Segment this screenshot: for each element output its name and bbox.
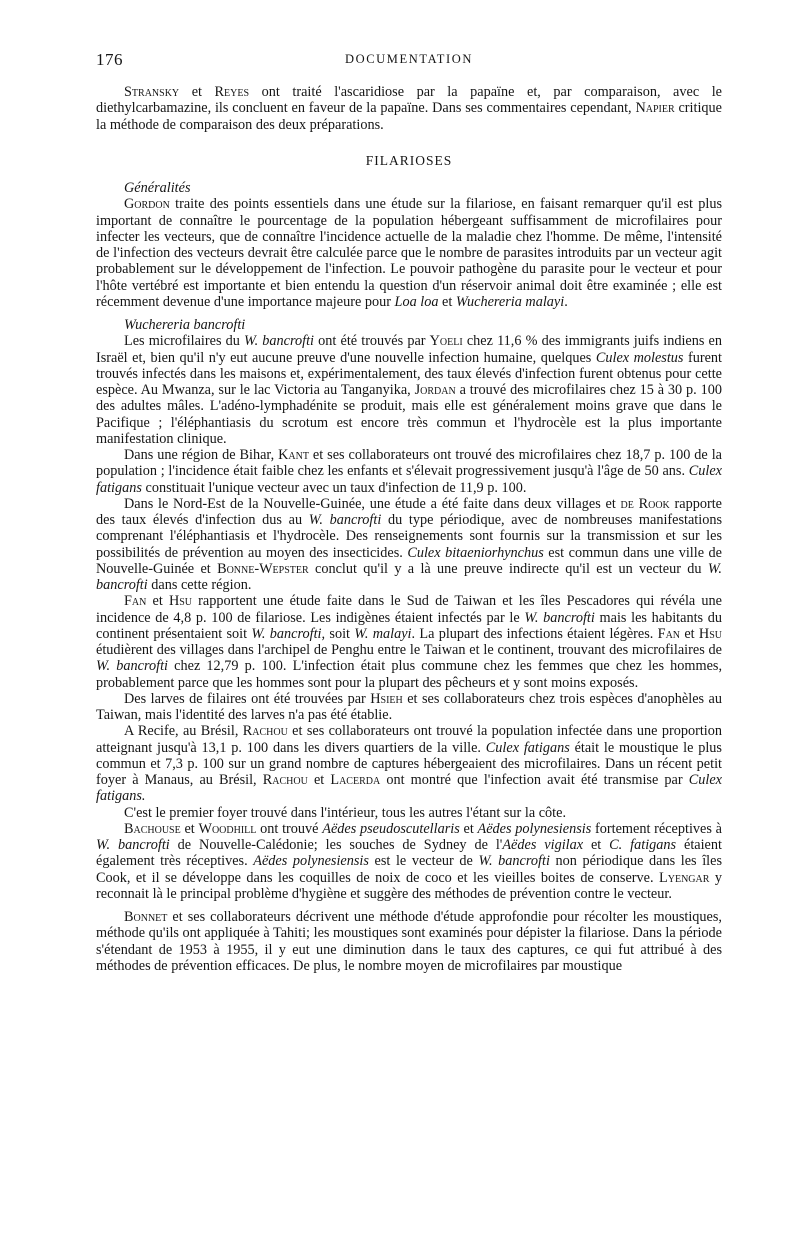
species-name: Culex bitaeniorhynchus [407, 544, 544, 561]
species-name: Aëdes polynesiensis [477, 820, 592, 837]
paragraph-recife: A Recife, au Brésil, Rachou et ses collaborateurs ont trouvé la population infectée dans une proportion atteignant jusqu'à 13,1 p. 100 dans les divers quartiers de la ville. Culex fatigans était le moustique le plus commun et 7,3 p. 100 sur un grand nombre de captures hébergeaient des microfilaires. Dans un récent petit foyer à Manaus, au Brésil, Rachou et Lacerda ont montré que l'infection avait été transmise par Culex fatigans. [96, 723, 722, 805]
species-name: C. fatigans [609, 837, 677, 853]
species-name: W. bancrofti [478, 853, 550, 870]
species-name: W. bancrofti, [251, 625, 326, 642]
paragraph-gordon: Gordon traite des points essentiels dans une étude sur la filariose, en faisant remarquer qu'il est plus important de connaître le pourcentage de la population hébergeant suffisamment de microfilaires pour infecter les vecteurs, que de connaître l'incidence actuelle de la maladie chez l'homme. De même, l'intensité de l'infection des vecteurs devrait être calculée parce que le nombre de parasites introduits par un vecteur agit probablement sur le développement de l'infection. Le pouvoir pathogène du parasite pour le vecteur et pour l'hôte vertébré est importante et bien entendu la question d'un réservoir animal doit être examinée ; elle est récemment devenue d'une importance majeure pour Loa loa et Wuchereria malayi. [96, 196, 722, 310]
author-name: Woodhill [198, 820, 257, 837]
author-name: Lyengar [659, 869, 710, 886]
author-name: Napier [635, 100, 675, 117]
author-name: Hsu [168, 593, 193, 610]
species-name: Aëdes vigilax [502, 837, 584, 853]
running-title: DOCUMENTATION [344, 52, 474, 66]
species-name: Culex fatigans [485, 739, 570, 756]
paragraph-israel-tanganyika: Les microfilaires du W. bancrofti ont été trouvés par Yoeli chez 11,6 % des immigrants juifs indiens en Israël et, bien qu'il n'y eut aucune preuve d'une nouvelle infection humaine, quelques Culex molestus furent trouvés infectés dans les maisons et, expérimentalement, des taux élevés d'infection furent obtenus pour cette espèce. Au Mwanza, sur le lac Victoria au Tanganyika, Jordan a trouvé des microfilaires chez 15 à 30 p. 100 des adultes mâles. L'adéno-lymphadénite se produit, mais elle est généralement moins grave que dans le Pacifique ; l'éléphantiasis du scrotum est encore très commun et l'hydrocèle est la plus importante manifestation clinique. [96, 333, 723, 447]
species-name: W. bancrofti [308, 512, 382, 528]
author-name: Hsieh [370, 690, 403, 707]
paragraph-tahiti: Bonnet et ses collaborateurs décrivent une méthode d'étude approfondie pour récolter les moustiques, méthode qu'ils ont appliquée à Tahiti; les moustiques sont examinés pour dépister la filariose. Dans la période s'étendant de 1953 à 1955, il y eut une diminution dans le taux des captures, ce qui fut attribué à des méthodes de prévention efficaces. De plus, le nombre moyen de microfilaires par moustique [96, 909, 722, 974]
species-name: W. bancrofti [96, 658, 169, 675]
subheading-wuchereria-bancrofti: Wuchereria bancrofti [124, 317, 246, 333]
author-name: Rachou [262, 772, 308, 788]
paragraph-nouvelle-caledonie: Bachouse et Woodhill ont trouvé Aëdes pseudoscutellaris et Aëdes polynesiensis fortement réceptives à W. bancrofti de Nouvelle-Calédonie; les souches de Sydney de l'Aëdes vigilax et C. fatigans étaient également très réceptives. Aëdes polynesiensis est le vecteur de W. bancrofti non périodique dans les îles Cook, et il se développe dans les coquilles de noix de coco et les vieilles boites de conserve. Lyengar y reconnait là le principal problème d'hygiène et suggère des méthodes de prévention contre le vecteur. [96, 820, 723, 902]
species-name: Aëdes pseudoscutellaris [322, 820, 460, 837]
author-name: Bonnet [124, 909, 168, 925]
paragraph-hsieh: Des larves de filaires ont été trouvées par Hsieh et ses collaborateurs chez trois espèces d'anophèles au Taiwan, mais l'identité des larves n'a pas été établie. [96, 690, 722, 723]
species-name: Culex fatigans. [96, 772, 722, 805]
species-name: Culex fatigans [96, 463, 722, 496]
species-name: Aëdes polynesiensis [253, 853, 369, 870]
author-name: Bachouse [124, 820, 181, 837]
author-name: Lacerda [330, 772, 381, 788]
author-name: Rachou [242, 723, 288, 740]
species-name: W. bancrofti [96, 837, 170, 853]
species-name: W. malayi [354, 625, 412, 642]
species-name: Culex molestus [595, 349, 684, 366]
author-name: Reyes [214, 84, 250, 100]
species-name: W. bancrofti [96, 560, 722, 593]
paragraph-premier-foyer: C'est le premier foyer trouvé dans l'intérieur, tous les autres l'étant sur la côte. [124, 804, 567, 821]
author-name: Yoeli [429, 333, 463, 350]
subheading-generalites: Généralités [124, 180, 191, 196]
author-name: Bonne-Wepster [217, 560, 309, 577]
author-name: Fan [657, 625, 681, 642]
species-name: Wuchereria malayi [455, 293, 565, 310]
author-name: Fan [124, 593, 147, 610]
species-name: W. bancrofti [524, 609, 595, 626]
document-body [96, 84, 722, 974]
author-name: de Rook [620, 495, 670, 512]
paragraph-taiwan: Fan et Hsu rapportent une étude faite dans le Sud de Taiwan et les îles Pescadores qui révéla une incidence de 4,8 p. 100 de filariose. Les indigènes étaient infectés par le W. bancrofti mais les habitants du continent présentaient soit W. bancrofti, soit W. malayi. La plupart des infections étaient légères. Fan et Hsu étudièrent des villages dans l'archipel de Penghu entre le Taiwan et le continent, trouvant des microfilaires de W. bancrofti chez 12,79 p. 100. L'infection était plus commune chez les femmes que chez les hommes, probablement parce que les hommes sont pour la plupart des pêcheurs et y sont moins exposés. [96, 593, 723, 691]
species-name: Loa loa [394, 293, 439, 310]
author-name: Jordan [414, 382, 456, 398]
page-header [96, 50, 722, 72]
section-title: FILARIOSES [365, 152, 453, 168]
paragraph-bihar: Dans une région de Bihar, Kant et ses collaborateurs ont trouvé des microfilaires chez 18,7 p. 100 de la population ; l'incidence était faible chez les enfants et s'élevait progressivement jusqu'à l'âge de 50 ans. Culex fatigans constituait l'unique vecteur avec un taux d'infection de 11,9 p. 100. [96, 447, 722, 496]
paragraph-nouvelle-guinee: Dans le Nord-Est de la Nouvelle-Guinée, une étude a été faite dans deux villages et de Rook rapporte des taux élevés d'infection dus au W. bancrofti du type périodique, avec de nombreuses manifestations comprenant l'éléphantiasis et l'hydrocèle. Des renseignements sont fournis sur la transmission et sur les possibilités de prévention au moyen des insecticides. Culex bitaeniorhynchus est commun dans une ville de Nouvelle-Guinée et Bonne-Wepster conclut qu'il y a là une preuve indirecte qu'il est un vecteur du W. bancrofti dans cette région. [96, 495, 723, 593]
author-name: Kant [278, 447, 309, 463]
page-number: 176 [96, 50, 123, 69]
species-name: W. bancrofti [244, 333, 315, 350]
author-name: Stransky [124, 84, 180, 100]
author-name: Hsu [698, 625, 722, 642]
author-name: Gordon [124, 196, 170, 213]
paragraph-stransky: Stransky et Reyes ont traité l'ascaridiose par la papaïne et, par comparaison, avec le diethylcarbamazine, ils concluent en faveur de la papaïne. Dans ses commentaires cependant, Napier critique la méthode de comparaison des deux préparations. [96, 84, 722, 133]
